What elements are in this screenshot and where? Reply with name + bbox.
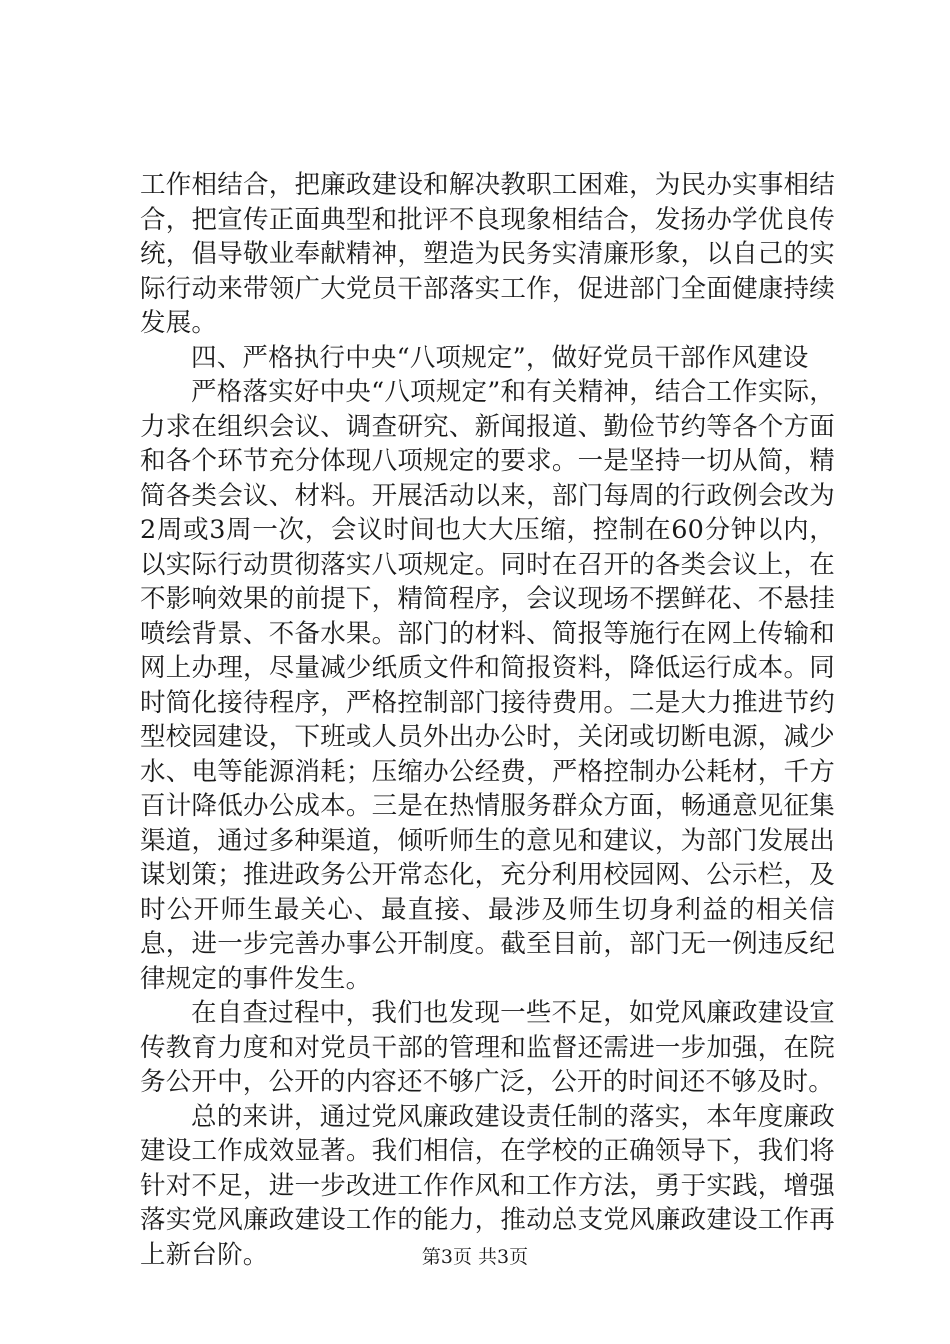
page-number: 第3页 共3页	[421, 1246, 529, 1268]
paragraph-conclusion: 总的来讲，通过党风廉政建设责任制的落实，本年度廉政建设工作成效显著。我们相信，在学校的正确领导下，我们将针对不足，进一步改进工作作风和工作方法，勇于实践，增强落实党风廉政建设工作的能力，推动总支党风廉政建设工作再上新台阶。	[140, 1101, 835, 1270]
paragraph-self-check: 在自查过程中，我们也发现一些不足，如党风廉政建设宣传教育力度和对党员干部的管理和监督还需进一步加强，在院务公开中，公开的内容还不够广泛，公开的时间还不够及时。	[140, 998, 835, 1097]
paragraph-continuation: 工作相结合，把廉政建设和解决教职工困难，为民办实事相结合，把宣传正面典型和批评不良现象相结合，发扬办学优良传统，倡导敬业奉献精神，塑造为民务实清廉形象，以自己的实际行动来带领广大党员干部落实工作，促进部门全面健康持续发展。	[140, 170, 835, 338]
document-body	[140, 168, 835, 1272]
section-heading: 四、严格执行中央“八项规定”，做好党员干部作风建设	[191, 342, 809, 373]
paragraph-eight-rules: 严格落实好中央“八项规定”和有关精神，结合工作实际，力求在组织会议、调查研究、新闻报道、勤俭节约等各个方面和各个环节充分体现八项规定的要求。一是坚持一切从简，精简各类会议、材料。开展活动以来，部门每周的行政例会改为2周或3周一次，会议时间也大大压缩，控制在60分钟以内，以实际行动贯彻落实八项规定。同时在召开的各类会议上，在不影响效果的前提下，精简程序，会议现场不摆鲜花、不悬挂喷绘背景、不备水果。部门的材料、简报等施行在网上传输和网上办理，尽量减少纸质文件和简报资料，降低运行成本。同时简化接待程序，严格控制部门接待费用。二是大力推进节约型校园建设，下班或人员外出办公时，关闭或切断电源，减少水、电等能源消耗；压缩办公经费，严格控制办公耗材，千方百计降低办公成本。三是在热情服务群众方面，畅通意见征集渠道，通过多种渠道，倾听师生的意见和建议，为部门发展出谋划策；推进政务公开常态化，充分利用校园网、公示栏，及时公开师生最关心、最直接、最涉及师生切身利益的相关信息，进一步完善办事公开制度。截至目前，部门无一例违反纪律规定的事件发生。	[140, 377, 835, 994]
page-footer	[0, 1245, 950, 1269]
